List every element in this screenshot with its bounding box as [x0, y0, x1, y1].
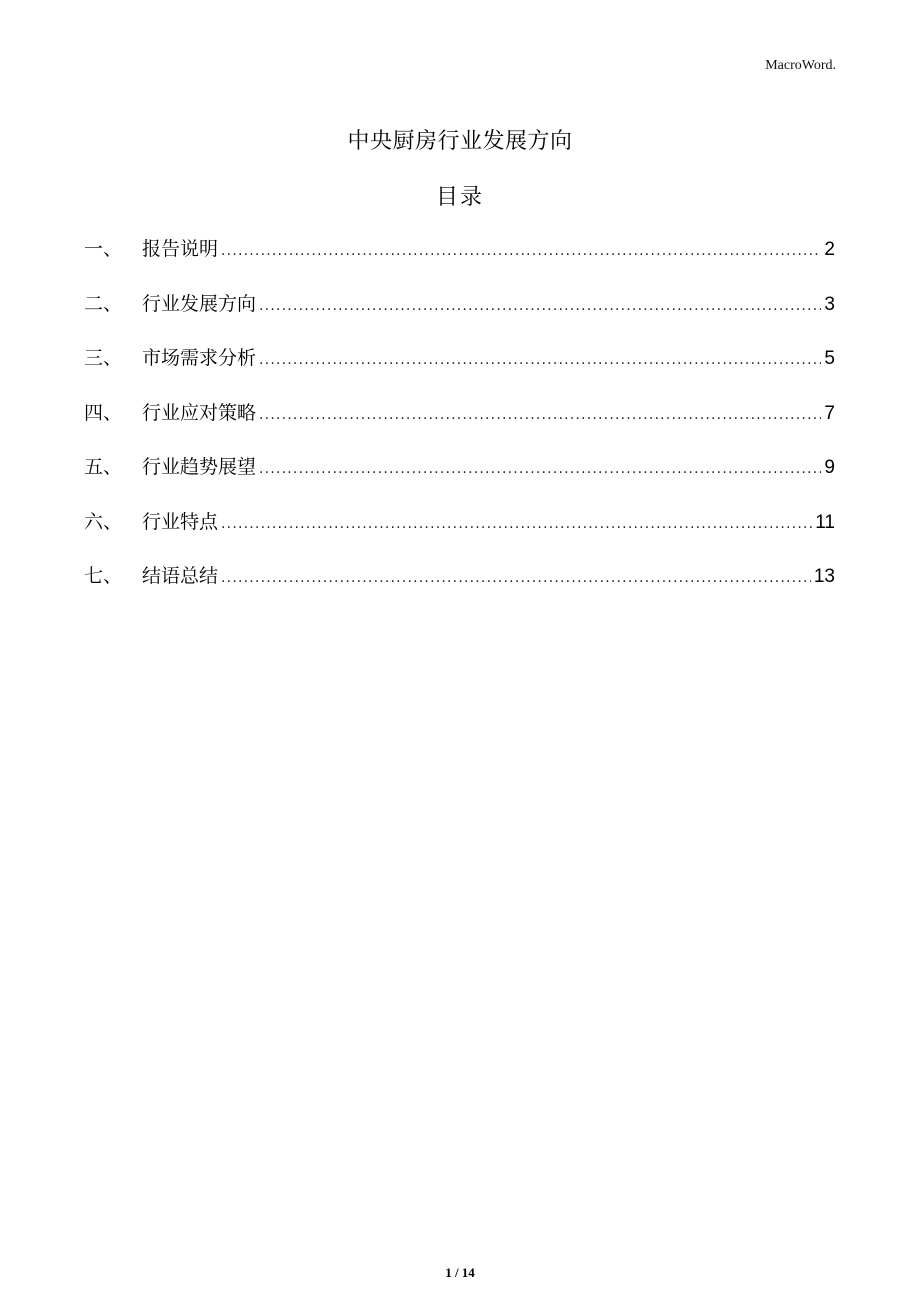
- toc-entry-number: 七、: [84, 565, 123, 587]
- toc-entry-title[interactable]: 行业趋势展望: [142, 456, 257, 478]
- toc-entry-number: 四、: [84, 401, 123, 424]
- toc-dot-leader: [259, 352, 821, 368]
- toc-entry-title[interactable]: 行业特点: [142, 510, 219, 533]
- toc-dot-leader: [259, 461, 821, 477]
- page-number-footer: 1 / 14: [445, 1265, 475, 1280]
- toc-entry-page[interactable]: 5: [824, 348, 835, 369]
- toc-entry-number: 一、: [84, 238, 123, 260]
- toc-entry-page[interactable]: 9: [824, 457, 835, 478]
- toc-entry-page[interactable]: 3: [824, 293, 835, 315]
- toc-entry[interactable]: [84, 561, 835, 616]
- toc-entry[interactable]: [84, 234, 835, 289]
- toc-entry-number: 三、: [84, 347, 123, 369]
- toc-dot-leader: [259, 407, 821, 423]
- toc-heading: 目录: [435, 185, 484, 210]
- toc-entry[interactable]: [84, 289, 835, 344]
- toc-entry-title[interactable]: 结语总结: [142, 565, 219, 587]
- toc-entry-title[interactable]: 行业应对策略: [142, 401, 257, 424]
- document-title: 中央厨房行业发展方向: [347, 129, 573, 154]
- toc-entry-title[interactable]: 行业发展方向: [142, 292, 257, 315]
- toc-entry[interactable]: [84, 398, 835, 453]
- toc-entry-number: 六、: [84, 510, 123, 533]
- toc-entry-title[interactable]: 市场需求分析: [142, 347, 257, 369]
- toc-entry[interactable]: [84, 452, 835, 507]
- toc-entry-number: 五、: [84, 456, 123, 478]
- toc-entry-page[interactable]: 2: [824, 239, 835, 260]
- table-of-contents: [84, 234, 835, 616]
- toc-entry-title[interactable]: 报告说明: [142, 238, 219, 260]
- toc-dot-leader: [221, 570, 811, 586]
- header-watermark: MacroWord.: [765, 58, 836, 73]
- toc-dot-leader: [259, 298, 821, 314]
- toc-entry-page[interactable]: 7: [824, 402, 835, 424]
- toc-dot-leader: [221, 516, 812, 532]
- toc-entry-number: 二、: [84, 292, 123, 315]
- toc-entry[interactable]: [84, 507, 835, 562]
- toc-entry-page[interactable]: 13: [813, 566, 835, 587]
- toc-dot-leader: [221, 243, 821, 259]
- toc-entry[interactable]: [84, 343, 835, 398]
- toc-entry-page[interactable]: 11: [815, 511, 835, 533]
